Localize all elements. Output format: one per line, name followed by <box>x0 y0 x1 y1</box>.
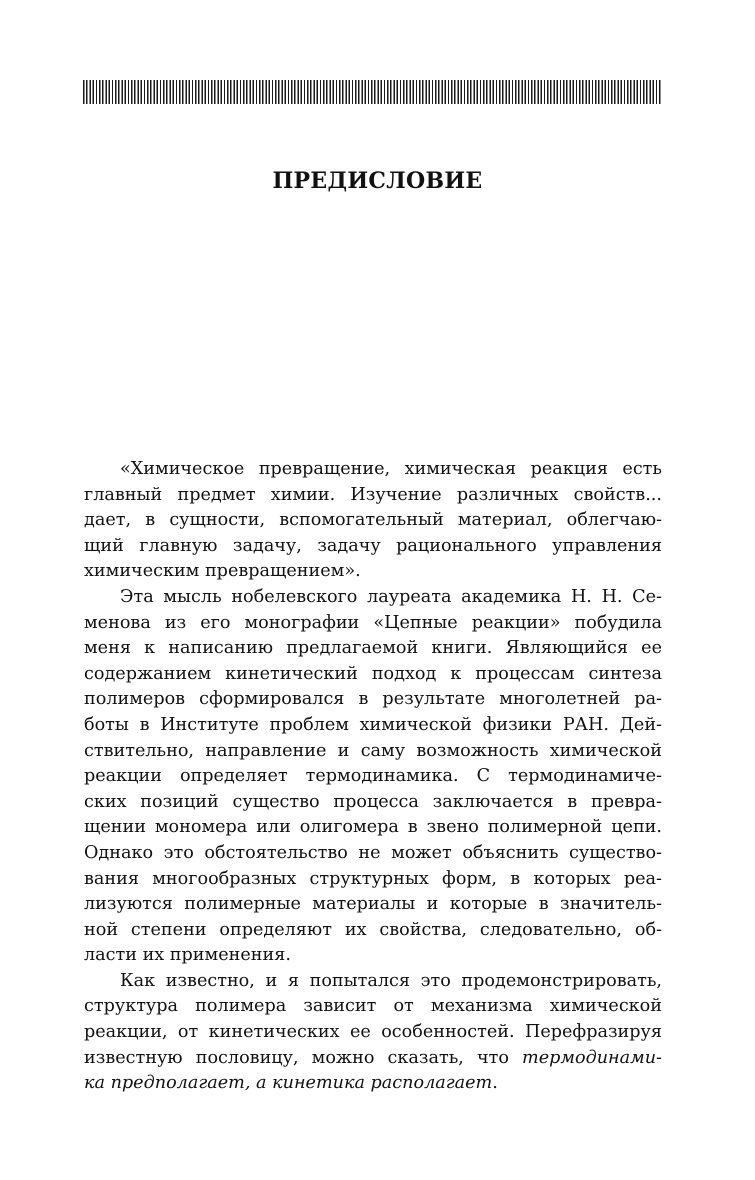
text-line: меня к написанию предлагаемой книги. Являющийся ее <box>84 638 662 659</box>
page-title: ПРЕДИСЛОВИЕ <box>272 168 483 194</box>
text-line: лизуются полимерные материалы и которые в значитель- <box>84 894 662 915</box>
paragraph-3 <box>84 969 662 1097</box>
text-line <box>84 1071 662 1097</box>
text-line: «Химическое превращение, химическая реакция есть <box>120 459 662 479</box>
italic-phrase: ка предполагает, а кинетика располагает <box>84 1073 493 1094</box>
text-line: боты в Институте проблем химической физики РАН. Дей- <box>84 714 662 735</box>
text-line: полимеров сформировался в результате многолетней ра- <box>84 689 662 710</box>
body-text <box>84 457 662 1097</box>
text-line: содержанием кинетический подход к процессам синтеза <box>84 663 662 684</box>
italic-phrase: термодинами- <box>522 1047 662 1068</box>
text-line: менова из его монографии «Цепные реакции» побудила <box>84 612 662 633</box>
text-line: химическим превращением». <box>84 561 361 582</box>
text-line: щий главную задачу, задачу рационального управления <box>84 535 662 556</box>
text-line: ствительно, направление и саму возможность химической <box>84 740 662 761</box>
paragraph-1 <box>84 457 662 585</box>
paragraph-2 <box>84 585 662 969</box>
text-line: реакции определяет термодинамика. С термодинамиче- <box>84 766 662 787</box>
text-line: главный предмет химии. Изучение различных свойств... <box>84 484 662 505</box>
text-line: ских позиций существо процесса заключается в превра- <box>84 791 662 812</box>
text-line: щении мономера или олигомера в звено полимерной цепи. <box>84 817 662 838</box>
text-run: . <box>492 1073 498 1094</box>
text-line: реакции, от кинетических ее особенностей. Перефразируя <box>84 1022 662 1043</box>
text-line: дает, в сущности, вспомогательный материал, облегчаю- <box>84 510 662 531</box>
text-line: Как известно, и я попытался это продемонстрировать, <box>120 970 662 991</box>
decorative-header-rule <box>83 80 662 104</box>
text-line: ной степени определяют их свойства, следовательно, об- <box>84 919 662 940</box>
text-line <box>84 1046 662 1072</box>
text-line: Эта мысль нобелевского лауреата академика Н. Н. Се- <box>120 586 662 607</box>
text-line: ласти их применения. <box>84 945 291 966</box>
text-run: известную пословицу, можно сказать, что <box>84 1047 523 1068</box>
text-line: вания многообразных структурных форм, в которых реа- <box>84 868 662 889</box>
text-line: структура полимера зависит от механизма химической <box>84 996 662 1017</box>
text-line: Однако это обстоятельство не может объяснить существо- <box>84 842 662 863</box>
